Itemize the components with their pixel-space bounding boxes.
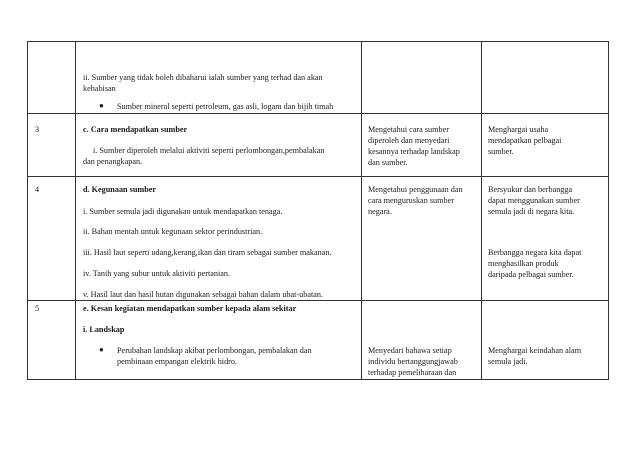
value-text: Menghargai usaha [488, 125, 549, 134]
sub-heading: i. Landskap [83, 325, 125, 334]
objective-text: cara menguruskan sumber [368, 196, 454, 205]
bullet-text: Sumber mineral seperti petroleum, gas asli, logam dan bijih timah [117, 102, 334, 111]
section-heading: e. Kesan kegiatan mendapatkan sumber kepada alam sekitar [83, 304, 297, 313]
value-text: Bersyukur dan berbangga [488, 185, 573, 194]
value-text: daripada pelbagai sumber. [488, 270, 574, 279]
content-text: iv. Tanih yang subur untuk aktiviti pertanian. [83, 269, 231, 278]
value-text: dapat menggunakan sumber [488, 196, 580, 205]
objective-text: individu bertanggungjawab [368, 357, 458, 366]
bullet-text: Perubahan landskap akibat perlombongan, pembalakan dan [117, 346, 312, 355]
row-number: 4 [35, 185, 40, 194]
content-text: v. Hasil laut dan hasil hutan digunakan sebagai bahan dalam ubat-ubatan. [83, 290, 324, 299]
value-text: Menghargai keindahan alam [488, 346, 582, 355]
value-text: Berbangga negara kita dapat [488, 248, 582, 257]
content-text: i. Sumber semula jadi digunakan untuk mendapatkan tenaga. [83, 207, 283, 216]
value-text: mendapatkan pelbagai [488, 136, 562, 145]
table-border-top [27, 41, 609, 42]
objective-text: kesannya terhadap landskap [368, 147, 460, 156]
value-text: menghasilkan produk [488, 259, 559, 268]
content-text: dan penangkapan. [83, 157, 143, 166]
objective-text: negara. [368, 207, 392, 216]
objective-text: diperoleh dan menyedari [368, 136, 450, 145]
section-heading: c. Cara mendapatkan sumber [83, 125, 188, 134]
table-border-bottom [27, 379, 609, 380]
row-number: 5 [35, 304, 40, 313]
content-text: ii. Sumber yang tidak boleh dibaharui ialah sumber yang terhad dan akan [83, 73, 323, 82]
column-divider [361, 41, 362, 380]
objective-text: Menyedari bahawa setiap [368, 346, 452, 355]
row-divider [27, 176, 609, 177]
objective-text: Mengetahui penggunaan dan [368, 185, 463, 194]
column-divider [481, 41, 482, 380]
content-text: ii. Bahan mentah untuk kegunaan sektor perindustrian. [83, 227, 263, 236]
lesson-plan-table [27, 41, 609, 380]
content-text: i. Sumber diperoleh melalui aktiviti seperti perlombongan,pembalakan [93, 146, 325, 155]
value-text: sumber. [488, 147, 514, 156]
value-text: semula jadi. [488, 357, 528, 366]
row-divider [27, 113, 609, 114]
bullet-icon: ● [99, 101, 104, 110]
row-number: 3 [35, 125, 40, 134]
content-text: kehabisan [83, 84, 116, 93]
objective-text: Mengetahui cara sumber [368, 125, 449, 134]
value-text: semula jadi di negara kita. [488, 207, 575, 216]
bullet-icon: ● [99, 345, 104, 354]
section-heading: d. Kegunaan sumber [83, 185, 157, 194]
table-border-left [27, 41, 28, 380]
bullet-text: pembinaan empangan elektrik hidro. [117, 357, 238, 366]
content-text: iii. Hasil laut seperti udang,kerang,ikan dan tiram sebagai sumber makanan. [83, 248, 332, 257]
objective-text: terhadap pemeliharaan dan [368, 368, 457, 377]
table-border-right [608, 41, 609, 380]
column-divider [75, 41, 76, 380]
objective-text: dan sumber. [368, 158, 408, 167]
